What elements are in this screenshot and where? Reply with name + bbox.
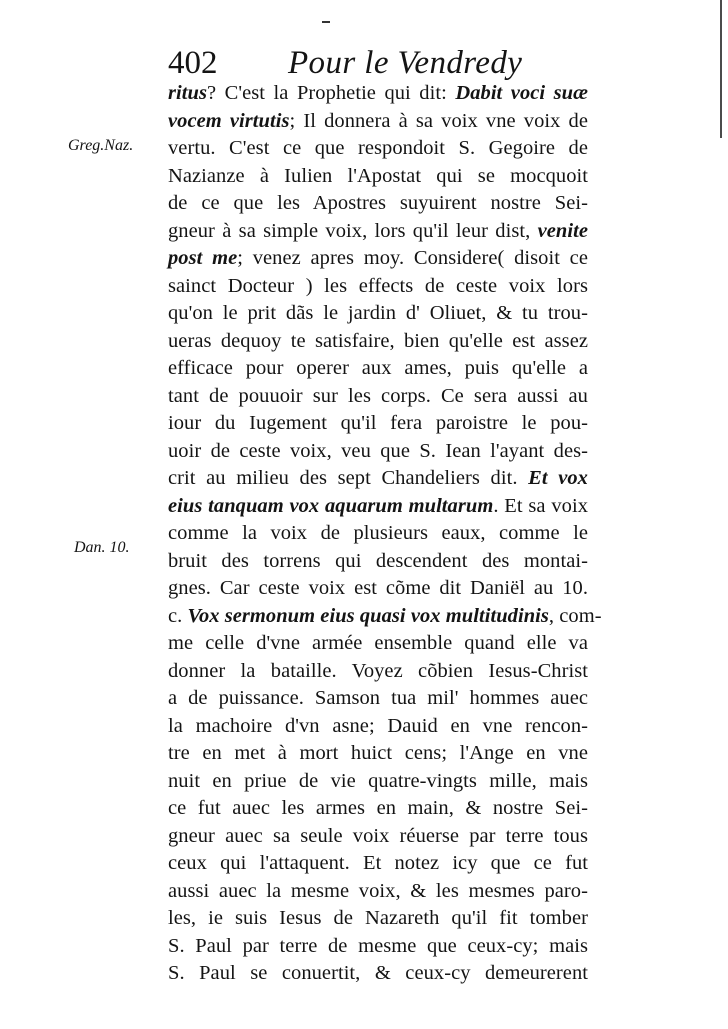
text-line: les, ie suis Iesus de Nazareth qu'il fit tomber <box>168 907 588 929</box>
margin-note-dan-10: Dan. 10. <box>74 539 130 556</box>
text-line: gnes. Car ceste voix est cõme dit Daniël au 10. <box>168 577 588 599</box>
printer-mark <box>322 21 330 23</box>
text-line: Nazianze à Iulien l'Apostat qui se mocquoit <box>168 164 588 187</box>
text-line: efficace pour operer aux ames, puis qu'elle a <box>168 357 588 379</box>
text-line: iour du Iugement qu'il fera paroistre le pou- <box>168 412 588 434</box>
text-line: ritus? C'est la Prophetie qui dit: Dabit voci suæ <box>168 82 588 104</box>
text-line: qu'on le prit dãs le jardin d' Oliuet, & tu trou- <box>168 302 588 324</box>
text-line: crit au milieu des sept Chandeliers dit. Et vox <box>168 467 588 489</box>
text-line: post me; venez apres moy. Considere( disoit ce <box>168 247 588 269</box>
body-text <box>168 80 602 988</box>
text-line: de ce que les Apostres suyuirent nostre Sei- <box>168 192 588 214</box>
page-number: 402 <box>168 45 218 81</box>
text-line: me celle d'vne armée ensemble quand elle va <box>168 632 588 654</box>
text-line: c. Vox sermonum eius quasi vox multitudinis, com- <box>168 604 602 627</box>
text-line: aussi auec la mesme voix, & les mesmes paro- <box>168 879 588 902</box>
text-line: donner la bataille. Voyez cõbien Iesus-Christ <box>168 659 588 682</box>
text-line: S. Paul se conuertit, & ceux-cy demeurerent <box>168 962 588 984</box>
text-line: nuit en priue de vie quatre-vingts mille, mais <box>168 769 588 792</box>
running-head: Pour le Vendredy <box>288 45 523 81</box>
text-line: uoir de ceste voix, veu que S. Iean l'ayant des- <box>168 439 588 462</box>
text-line: tre en met à mort huict cens; l'Ange en vne <box>168 742 588 764</box>
text-line: vocem virtutis; Il donnera à sa voix vne voix de <box>168 109 588 132</box>
text-line: sainct Docteur ) les effects de ceste voix lors <box>168 274 588 297</box>
text-line: ce fut auec les armes en main, & nostre Sei- <box>168 797 588 819</box>
text-line: vertu. C'est ce que respondoit S. Gegoire de <box>168 137 588 159</box>
margin-note-greg-naz: Greg.Naz. <box>68 137 134 154</box>
page-header <box>168 44 588 84</box>
text-line: eius tanquam vox aquarum multarum. Et sa voix <box>168 494 589 517</box>
text-line: gneur auec sa seule voix réuerse par terre tous <box>168 824 588 847</box>
text-line: gneur à sa simple voix, lors qu'il leur dist, venite <box>168 219 588 242</box>
text-line: ceux qui l'attaquent. Et notez icy que ce fut <box>168 852 588 874</box>
text-line: bruit des torrens qui descendent des montai- <box>168 549 588 572</box>
text-line: tant de pouuoir sur les corps. Ce sera aussi au <box>168 384 588 407</box>
page-edge-mark <box>720 0 722 138</box>
text-line: ueras dequoy te satisfaire, bien qu'elle est assez <box>168 329 588 352</box>
text-line: la machoire d'vn asne; Dauid en vne rencon- <box>168 714 588 737</box>
text-line: S. Paul par terre de mesme que ceux-cy; mais <box>168 934 588 957</box>
text-line: a de puissance. Samson tua mil' hommes auec <box>168 687 588 709</box>
text-line: comme la voix de plusieurs eaux, comme le <box>168 522 588 544</box>
